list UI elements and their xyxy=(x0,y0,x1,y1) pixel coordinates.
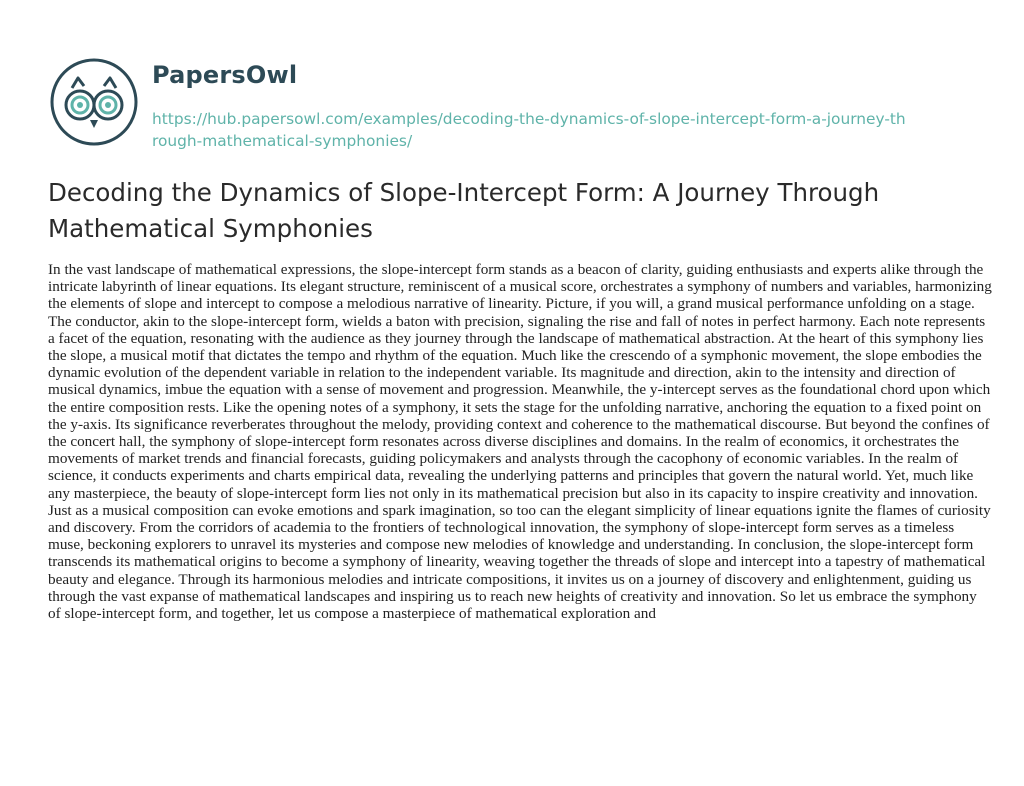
document-title: Decoding the Dynamics of Slope-Intercept Form: A Journey Through Mathematical Symphonies xyxy=(48,178,880,243)
brand-name: PapersOwl xyxy=(152,61,298,89)
papersowl-logo xyxy=(50,58,138,146)
owl-face-icon xyxy=(50,58,138,146)
document-body: In the vast landscape of mathematical expressions, the slope-intercept form stands as a beacon of clarity, guiding enthusiasts and experts alike through the intricate labyrinth of linear equations. Its elegant structure, reminiscent of a musical score, orchestrates a symphony of numbers and variables, harmonizing the elements of slope and intercept to compose a melodious narrative of linearity. Picture, if you will, a grand musical performance unfolding on a stage. The conductor, akin to the slope-intercept form, wields a baton with precision, signaling the rise and fall of notes in perfect harmony. Each note represents a facet of the equation, resonating with the audience as they journey through the landscape of mathematical abstraction. At the heart of this symphony lies the slope, a musical motif that dictates the tempo and rhythm of the equation. Much like the crescendo of a symphonic movement, the slope embodies the dynamic evolution of the dependent variable in relation to the independent variable. Its magnitude and direction, akin to the intensity and direction of musical dynamics, imbue the equation with a sense of movement and progression. Meanwhile, the y-intercept serves as the foundational chord upon which the entire composition rests. Like the opening notes of a symphony, it sets the stage for the unfolding narrative, anchoring the equation to a fixed point on the y-axis. Its significance reverberates throughout the melody, providing context and coherence to the mathematical discourse. But beyond the confines of the concert hall, the symphony of slope-intercept form resonates across diverse disciplines and domains. In the realm of economics, it orchestrates the movements of market trends and financial forecasts, guiding policymakers and analysts through the cacophony of economic variables. In the realm of science, it conducts experiments and charts empirical data, revealing the underlying patterns and principles that govern the natural world. Yet, much like any masterpiece, the beauty of slope-intercept form lies not only in its mathematical precision but also in its capacity to inspire creativity and innovation. Just as a musical composition can evoke emotions and spark imagination, so too can the elegant simplicity of linear equations ignite the flames of curiosity and discovery. From the corridors of academia to the frontiers of technological innovation, the symphony of slope-intercept form serves as a timeless muse, beckoning explorers to unravel its mysteries and compose new melodies of knowledge and understanding. In conclusion, the slope-intercept form transcends its mathematical origins to become a symphony of linearity, weaving together the threads of slope and intercept into a tapestry of mathematical beauty and elegance. Through its harmonious melodies and intricate compositions, it invites us on a journey of discovery and enlightenment, guiding us through the vast expanse of mathematical landscapes and inspiring us to reach new heights of creativity and innovation. So let us embrace the symphony of slope-intercept form, and together, let us compose a masterpiece of mathematical exploration and xyxy=(48,261,992,623)
source-url-link[interactable]: https://hub.papersowl.com/examples/decoding-the-dynamics-of-slope-intercept-form-a-journey-through-mathematical-symphonies/ xyxy=(152,110,906,150)
